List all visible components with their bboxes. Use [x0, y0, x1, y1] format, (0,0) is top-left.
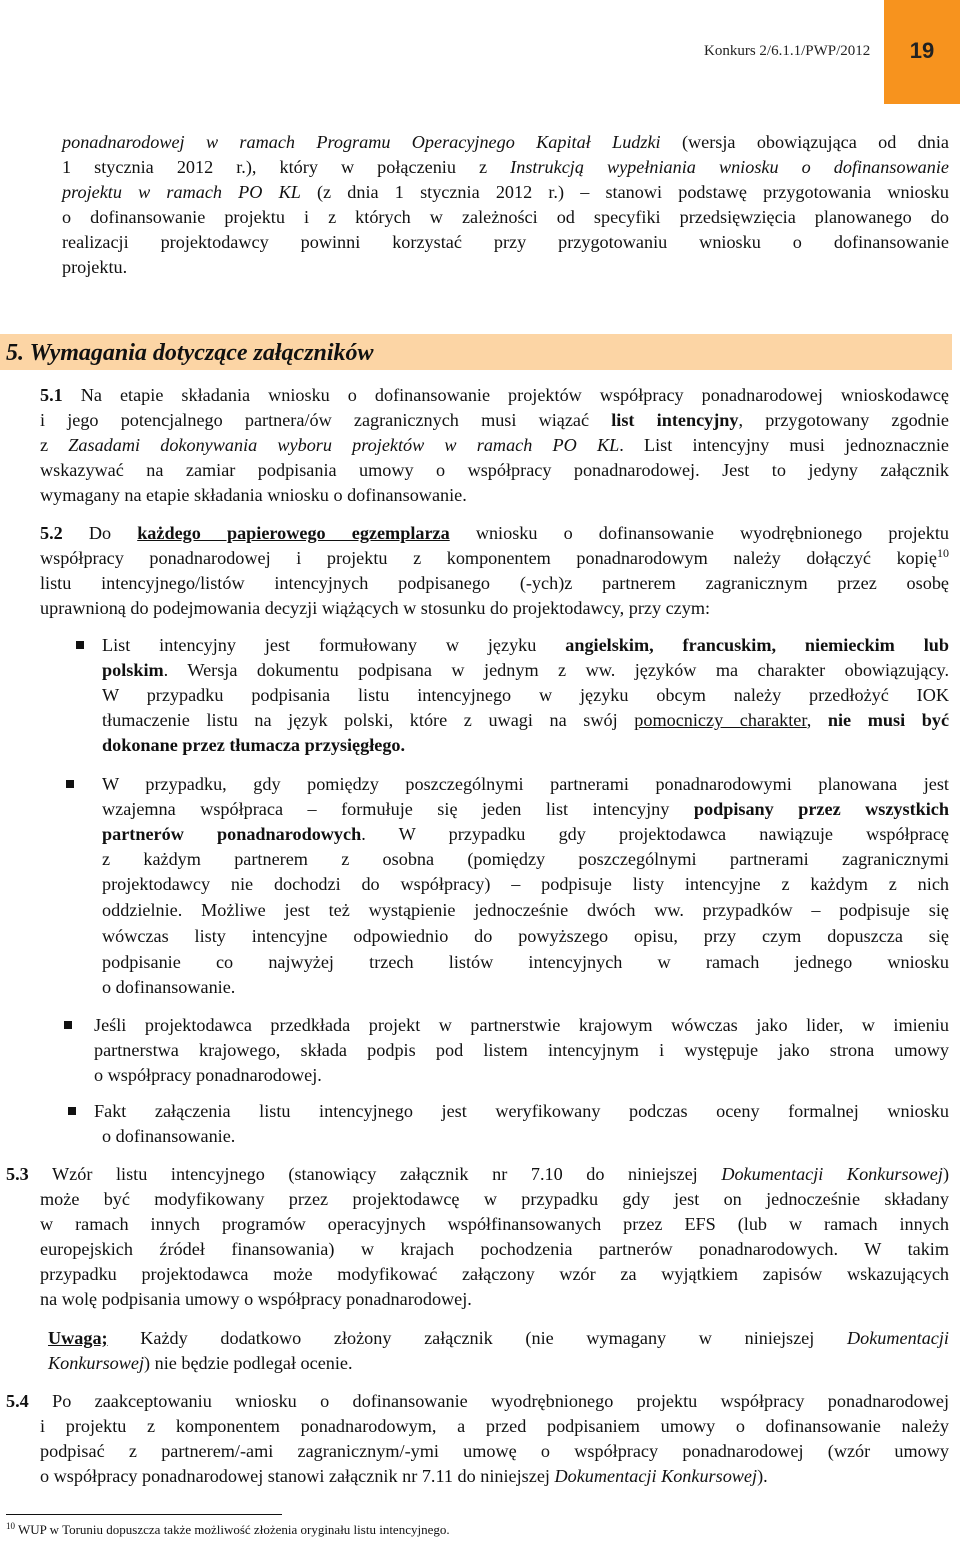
header-contest-ref: Konkurs 2/6.1.1/PWP/2012 [704, 43, 871, 59]
intro-line-6: projektu. [62, 257, 128, 277]
p52-line-1: 5.2 Do każdego papierowego egzemplarza wniosku o dofinansowanie wyodrębnionego projektu [40, 523, 949, 543]
b2-line-7: wówczas listy intencyjne odpowiednio do powyższego opisu, przy czym dopuszcza się [102, 926, 949, 946]
page-number: 19 [909, 38, 935, 63]
b2-line-1: W przypadku, gdy pomiędzy poszczególnymi partnerami ponadnarodowymi planowana jest [102, 774, 949, 794]
intro-line-3: projektu w ramach PO KL (z dnia 1 stycznia 2012 r.) – stanowi podstawę przygotowania wniosku [62, 182, 949, 202]
p53-line-5: przypadku projektodawca może modyfikować załączony wzór za wyjątkiem zapisów wskazujących [40, 1264, 949, 1284]
p54-line-2: i projektu z komponentem ponadnarodowym, a przed podpisaniem umowy o dofinansowanie należy [40, 1416, 949, 1436]
b2-line-4: z każdym partnerem z osobna (pomiędzy poszczególnymi partnerami zagranicznymi [102, 849, 949, 869]
p53-line-1: 5.3 Wzór listu intencyjnego (stanowiący załącznik nr 7.10 do niniejszej Dokumentacji Konkursowej) [6, 1164, 949, 1184]
bullet-square-icon [76, 641, 84, 649]
section-heading: 5. Wymagania dotyczące załączników [6, 340, 374, 366]
b1-line-4: tłumaczenie listu na język polski, które z uwagi na swój pomocniczy charakter, nie musi być [102, 710, 950, 730]
b1-line-2: polskim. Wersja dokumentu podpisana w jednym z ww. języków ma charakter obowiązujący. [102, 660, 949, 680]
note-label: Uwaga; [48, 1328, 108, 1348]
p53-line-6: na wolę podpisania umowy o współpracy ponadnarodowej. [40, 1289, 472, 1309]
b2-line-5: projektodawcy nie dochodzi do współpracy) – podpisuje listy intencyjne z każdym z nich [102, 874, 949, 894]
p51-line-3: z Zasadami dokonywania wyboru projektów w ramach PO KL. List intencyjny musi jednoznacznie [40, 435, 949, 455]
b1-line-5: dokonane przez tłumacza przysięgłego. [102, 735, 406, 755]
b2-line-6: oddzielnie. Możliwe jest też wystąpienie jednocześnie dwóch ww. przypadków – podpisuje się [102, 900, 949, 920]
b3-line-1: Jeśli projektodawca przedkłada projekt w partnerstwie krajowym wówczas jako lider, w imieniu [94, 1015, 949, 1035]
footnote-rule [6, 1514, 282, 1515]
b4-line-1: Fakt załączenia listu intencyjnego jest weryfikowany podczas oceny formalnej wniosku [94, 1101, 949, 1121]
p52-line-2: współpracy ponadnarodowej i projektu z komponentem ponadnarodowym należy dołączyć kopię$^{10}$ [40, 546, 949, 568]
intro-line-1: ponadnarodowej w ramach Programu Operacyjnego Kapitał Ludzki (wersja obowiązująca od dnia [62, 132, 949, 152]
b3-line-3: o współpracy ponadnarodowej. [94, 1065, 322, 1085]
b2-line-2: wzajemna współpraca – formułuje się jeden list intencyjny podpisany przez wszystkich [102, 799, 949, 819]
b1-line-1: List intencyjny jest formułowany w języku angielskim, francuskim, niemieckim lub [102, 635, 949, 655]
p51-line-2: i jego potencjalnego partnera/ów zagranicznych musi wiązać list intencyjny, przygotowany zgodnie [40, 410, 949, 430]
p51-line-4: wskazywać na zamiar podpisania umowy o współpracy ponadnarodowej. Jest to jedyny załącznik [40, 460, 949, 480]
bullet-square-icon [68, 1107, 76, 1115]
bullet-square-icon [64, 1021, 72, 1029]
p53-line-4: europejskich źródeł finansowania) w krajach pochodzenia partnerów ponadnarodowych. W takim [40, 1239, 949, 1259]
p53-line-3: w ramach innych programów operacyjnych współfinansowanych przez EFS (lub w ramach innych [40, 1214, 949, 1234]
note-line-1: Uwaga; Każdy dodatkowo złożony załącznik (nie wymagany w niniejszej Dokumentacji [48, 1328, 949, 1348]
p51-line-1: 5.1 Na etapie składania wniosku o dofinansowanie projektów współpracy ponadnarodowej wnioskodawcę [40, 385, 949, 405]
p53-line-2: może być modyfikowany przez projektodawcę w przypadku gdy jest on jednocześnie składany [40, 1189, 949, 1209]
intro-line-2: 1 stycznia 2012 r.), który w połączeniu z Instrukcją wypełniania wniosku o dofinansowanie [62, 157, 949, 177]
p54-line-3: podpisać z partnerem/-ami zagranicznym/-ymi umowę o współpracy ponadnarodowej (wzór umowy [40, 1441, 949, 1461]
b2-line-9: o dofinansowanie. [102, 977, 236, 997]
intro-line-5: realizacji projektodawcy powinni korzystać przy przygotowaniu wniosku o dofinansowanie [62, 232, 949, 252]
b2-line-8: podpisanie co najwyżej trzech listów intencyjnych w ramach jednego wniosku [102, 952, 949, 972]
p51-line-5: wymagany na etapie składania wniosku o dofinansowanie. [40, 485, 467, 505]
p52-line-3: listu intencyjnego/listów intencyjnych podpisanego (-ych)z partnerem zagranicznym przez osobę [40, 573, 949, 593]
p54-line-1: 5.4 Po zaakceptowaniu wniosku o dofinansowanie wyodrębnionego projektu współpracy ponadnarodowej [6, 1391, 949, 1411]
note-line-2: Konkursowej) nie będzie podlegał ocenie. [48, 1353, 353, 1373]
p54-line-4: o współpracy ponadnarodowej stanowi załącznik nr 7.11 do niniejszej Dokumentacji Konkursowej). [40, 1466, 768, 1486]
footnote-ref: 10 [937, 546, 949, 560]
footnote: $^{10}$ WUP w Toruniu dopuszcza także możliwość złożenia oryginału listu intencyjnego. [6, 1521, 450, 1537]
b2-line-3: partnerów ponadnarodowych. W przypadku gdy projektodawca nawiązuje współpracę [102, 824, 949, 844]
p52-line-4: uprawnioną do podejmowania decyzji wiążących w stosunku do projektodawcy, przy czym: [40, 598, 711, 618]
b1-line-3: W przypadku podpisania listu intencyjnego w języku obcym należy przedłożyć IOK [102, 685, 949, 705]
b4-line-2: o dofinansowanie. [102, 1126, 236, 1146]
bullet-square-icon [66, 780, 74, 788]
intro-line-4: o dofinansowanie projektu i z których w zależności od specyfiki przedsięwzięcia planowanego do [62, 207, 949, 227]
b3-line-2: partnerstwa krajowego, składa podpis pod listem intencyjnym i występuje jako strona umowy [94, 1040, 949, 1060]
